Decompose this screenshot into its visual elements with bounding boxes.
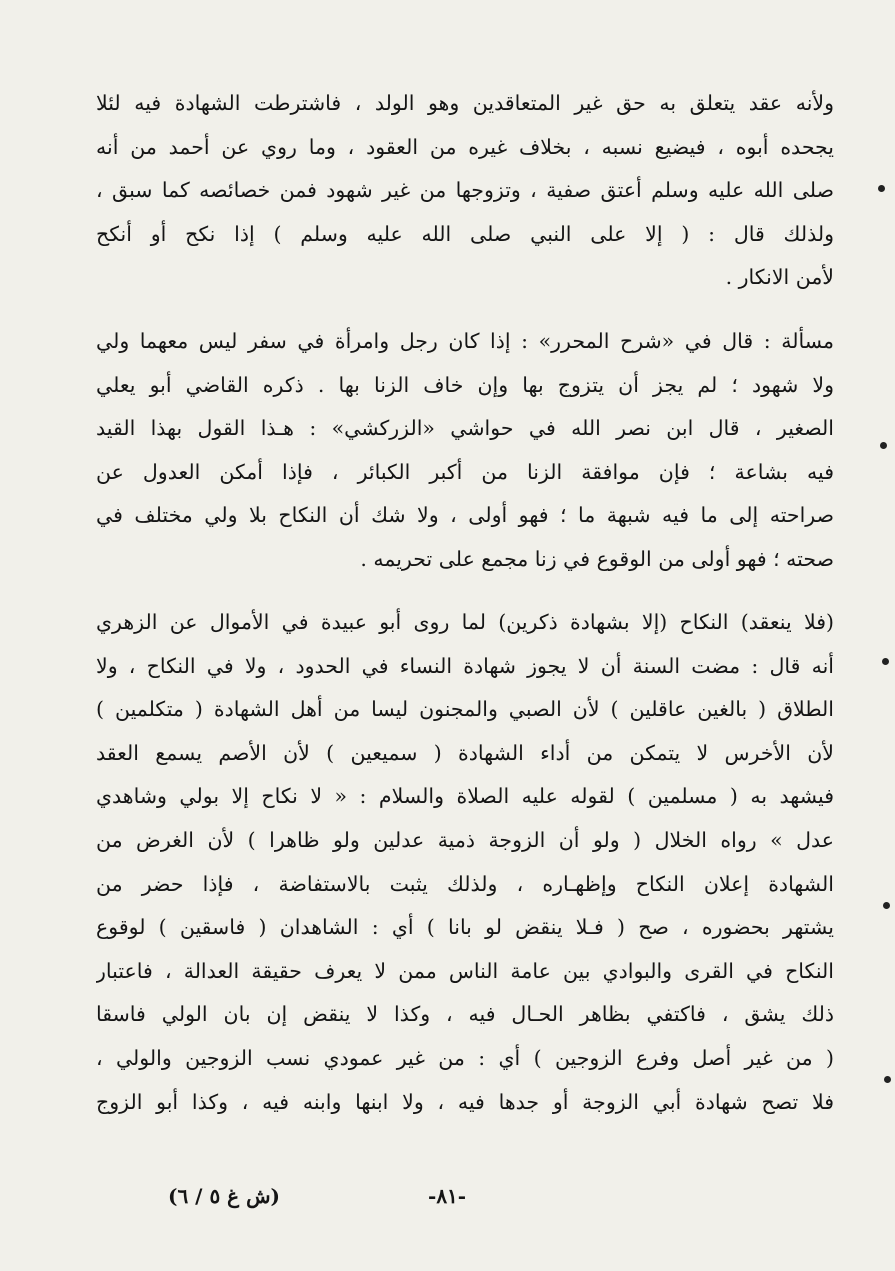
text-line: الطلاق ( بالغين عاقلين ) لأن الصبي والمجنون ليسا من أهل الشهادة ( متكلمين ) xyxy=(96,697,834,722)
scan-speck xyxy=(884,1076,891,1083)
text-line: أنه قال : مضت السنة أن لا يجوز شهادة النساء في الحدود ، ولا في النكاح ، ولا xyxy=(96,653,834,678)
text-line: ولأنه عقد يتعلق به حق غير المتعاقدين وهو الولد ، فاشترطت الشهادة فيه لئلا xyxy=(96,91,834,115)
text-line: يشتهر بحضوره ، صح ( فـلا ينقض لو بانا ) أي : الشاهدان ( فاسقين ) لوقوع xyxy=(96,915,834,940)
text-line: ( من غير أصل وفرع الزوجين ) أي : من غير عمودي نسب الزوجين والولي ، xyxy=(96,1045,834,1070)
text-line: لأمن الانكار . xyxy=(725,265,834,290)
text-line: صلى الله عليه وسلم أعتق صفية ، وتزوجها من غير شهود فمن خصائصه كما سبق ، xyxy=(96,178,834,203)
text-line: الصغير ، قال ابن نصر الله في حواشي «الزركشي» : هـذا القول بهذا القيد xyxy=(96,416,834,441)
paragraph-1 xyxy=(96,82,834,300)
page-footer xyxy=(96,1180,834,1220)
text-line: ولا شهود ؛ لم يجز أن يتزوج بها وإن خاف الزنا بها . ذكره القاضي أبو يعلي xyxy=(96,372,834,397)
paragraph-3 xyxy=(96,601,834,1124)
text-line: ذلك يشق ، فاكتفي بظاهر الحـال فيه ، وكذا لا ينقض إن بان الولي فاسقا xyxy=(96,1002,834,1027)
text-line: فيشهد به ( مسلمين ) لقوله عليه الصلاة والسلام : « لا نكاح إلا بولي وشاهدي xyxy=(96,784,834,809)
scan-speck xyxy=(878,185,885,192)
page-number: -٨١- xyxy=(428,1184,467,1208)
text-line: النكاح في القرى والبوادي بين عامة الناس ممن لا يعرف حقيقة العدالة ، فاعتبار xyxy=(96,958,834,983)
signature-mark: (ش غ ٥ / ٦) xyxy=(168,1184,280,1208)
text-line: ولذلك قال : ( إلا على النبي صلى الله عليه وسلم ) إذا نكح أو أنكح xyxy=(96,221,834,246)
text-line: فلا تصح شهادة أبي الزوجة أو جدها فيه ، ولا ابنها وابنه فيه ، وكذا أبو الزوج xyxy=(96,1089,834,1114)
text-line: صحته ؛ فهو أولى من الوقوع في زنا مجمع على تحريمه . xyxy=(360,546,834,571)
text-line: الشهادة إعلان النكاح وإظهـاره ، ولذلك يثبت بالاستفاضة ، فإذا حضر من xyxy=(96,871,834,896)
text-line: مسألة : قال في «شرح المحرر» : إذا كان رجل وامرأة في سفر ليس معهما ولي xyxy=(96,329,834,353)
text-line: لأن الأخرس لا يتمكن من أداء الشهادة ( سميعين ) لأن الأصم يسمع العقد xyxy=(96,740,834,765)
text-line: فيه بشاعة ؛ فإن موافقة الزنا من أكبر الكبائر ، فإذا أمكن العدول عن xyxy=(96,459,834,484)
text-line: صراحته إلى ما فيه شبهة ما ؛ فهو أولى ، ولا شك أن النكاح بلا ولي مختلف في xyxy=(96,503,834,528)
paragraph-2 xyxy=(96,320,834,582)
scan-speck xyxy=(880,442,887,449)
text-line: يجحده أبوه ، فيضيع نسبه ، بخلاف غيره من العقود ، وما روي عن أحمد من أنه xyxy=(96,134,834,159)
scan-speck xyxy=(882,658,889,665)
scan-speck xyxy=(883,902,890,909)
text-line: (فلا ينعقد) النكاح (إلا بشهادة ذكرين) لما روى أبو عبيدة في الأموال عن الزهري xyxy=(96,610,834,634)
text-line: عدل » رواه الخلال ( ولو أن الزوجة ذمية عدلين ولو ظاهرا ) لأن الغرض من xyxy=(96,827,834,852)
